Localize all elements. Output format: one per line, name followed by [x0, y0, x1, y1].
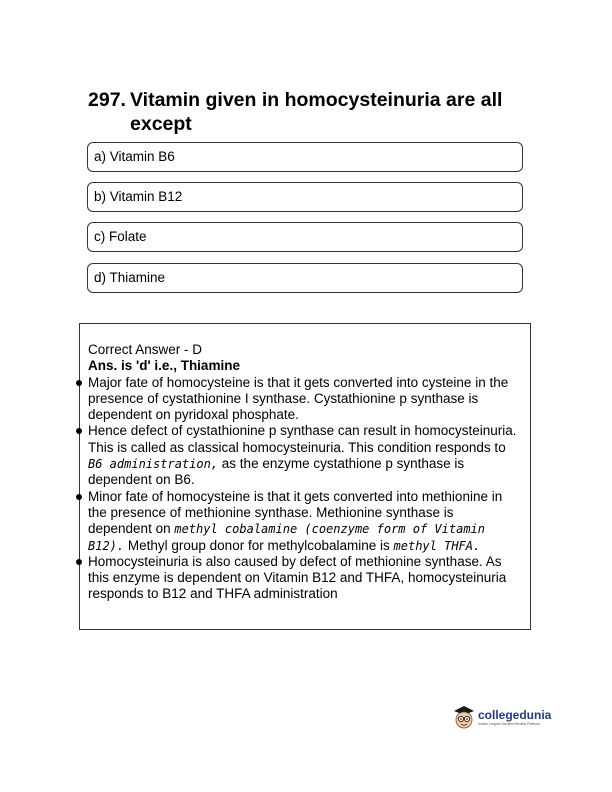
option-d[interactable]: d) Thiamine: [87, 263, 523, 293]
bullet-icon: [76, 428, 82, 434]
bullet-icon: [76, 559, 82, 565]
explanation-point-1: [88, 375, 518, 424]
answer-heading: Ans. is 'd' i.e., Thiamine: [88, 358, 240, 374]
bullet-icon: [76, 380, 82, 386]
collegedunia-logo: [452, 705, 551, 731]
answer-explanation-box: [79, 323, 531, 630]
point-1-text: Major fate of homocysteine is that it gets converted into cysteine in the presence of cystathionine I synthase. Cystathionine p synthase is dependent on pyridoxal phosphate.: [88, 374, 509, 423]
point-2-text-c: as the enzyme cystathione p synthase is dependent on B6.: [88, 456, 465, 488]
point-2-emphasis: B6 administration,: [88, 457, 219, 472]
point-3-text-c: Methyl group donor for methylcobalamine is: [124, 537, 394, 553]
question-text: Vitamin given in homocysteinuria are all except: [130, 89, 503, 135]
explanation-point-4: [88, 554, 518, 603]
option-c[interactable]: c) Folate: [87, 222, 523, 252]
question-number: 297.: [88, 89, 126, 111]
point-2-text-a: Hence defect of cystathionine p synthase can result in homocysteinuria. This is called as classical homocysteinuria. This condition responds to: [88, 423, 517, 455]
explanation-point-2: [88, 423, 518, 488]
point-3-emphasis-2: methyl THFA.: [393, 538, 481, 553]
logo-name: collegedunia: [478, 708, 552, 722]
logo-tagline: India's Largest Student Review Platform: [478, 722, 541, 726]
bullet-icon: [76, 494, 82, 500]
explanation-point-3: [88, 489, 518, 554]
correct-answer-label: Correct Answer - D: [88, 342, 203, 357]
mascot-icon: [452, 705, 476, 731]
point-4-text: Homocysteinuria is also caused by defect of methionine synthase. As this enzyme is dependent on Vitamin B12 and THFA, homocysteinuria responds to B12 and THFA administration: [88, 553, 507, 602]
question-heading: [88, 88, 538, 136]
point-3-text-a: Minor fate of homocysteine is that it gets converted into methionine in the presence of methionine synthase. Methionine synthase is dependent on: [88, 488, 503, 537]
option-b[interactable]: b) Vitamin B12: [87, 182, 523, 212]
option-a[interactable]: a) Vitamin B6: [87, 142, 523, 172]
point-3-emphasis-1: methyl cobalamine (coenzyme form of Vitamin B12).: [88, 522, 486, 553]
